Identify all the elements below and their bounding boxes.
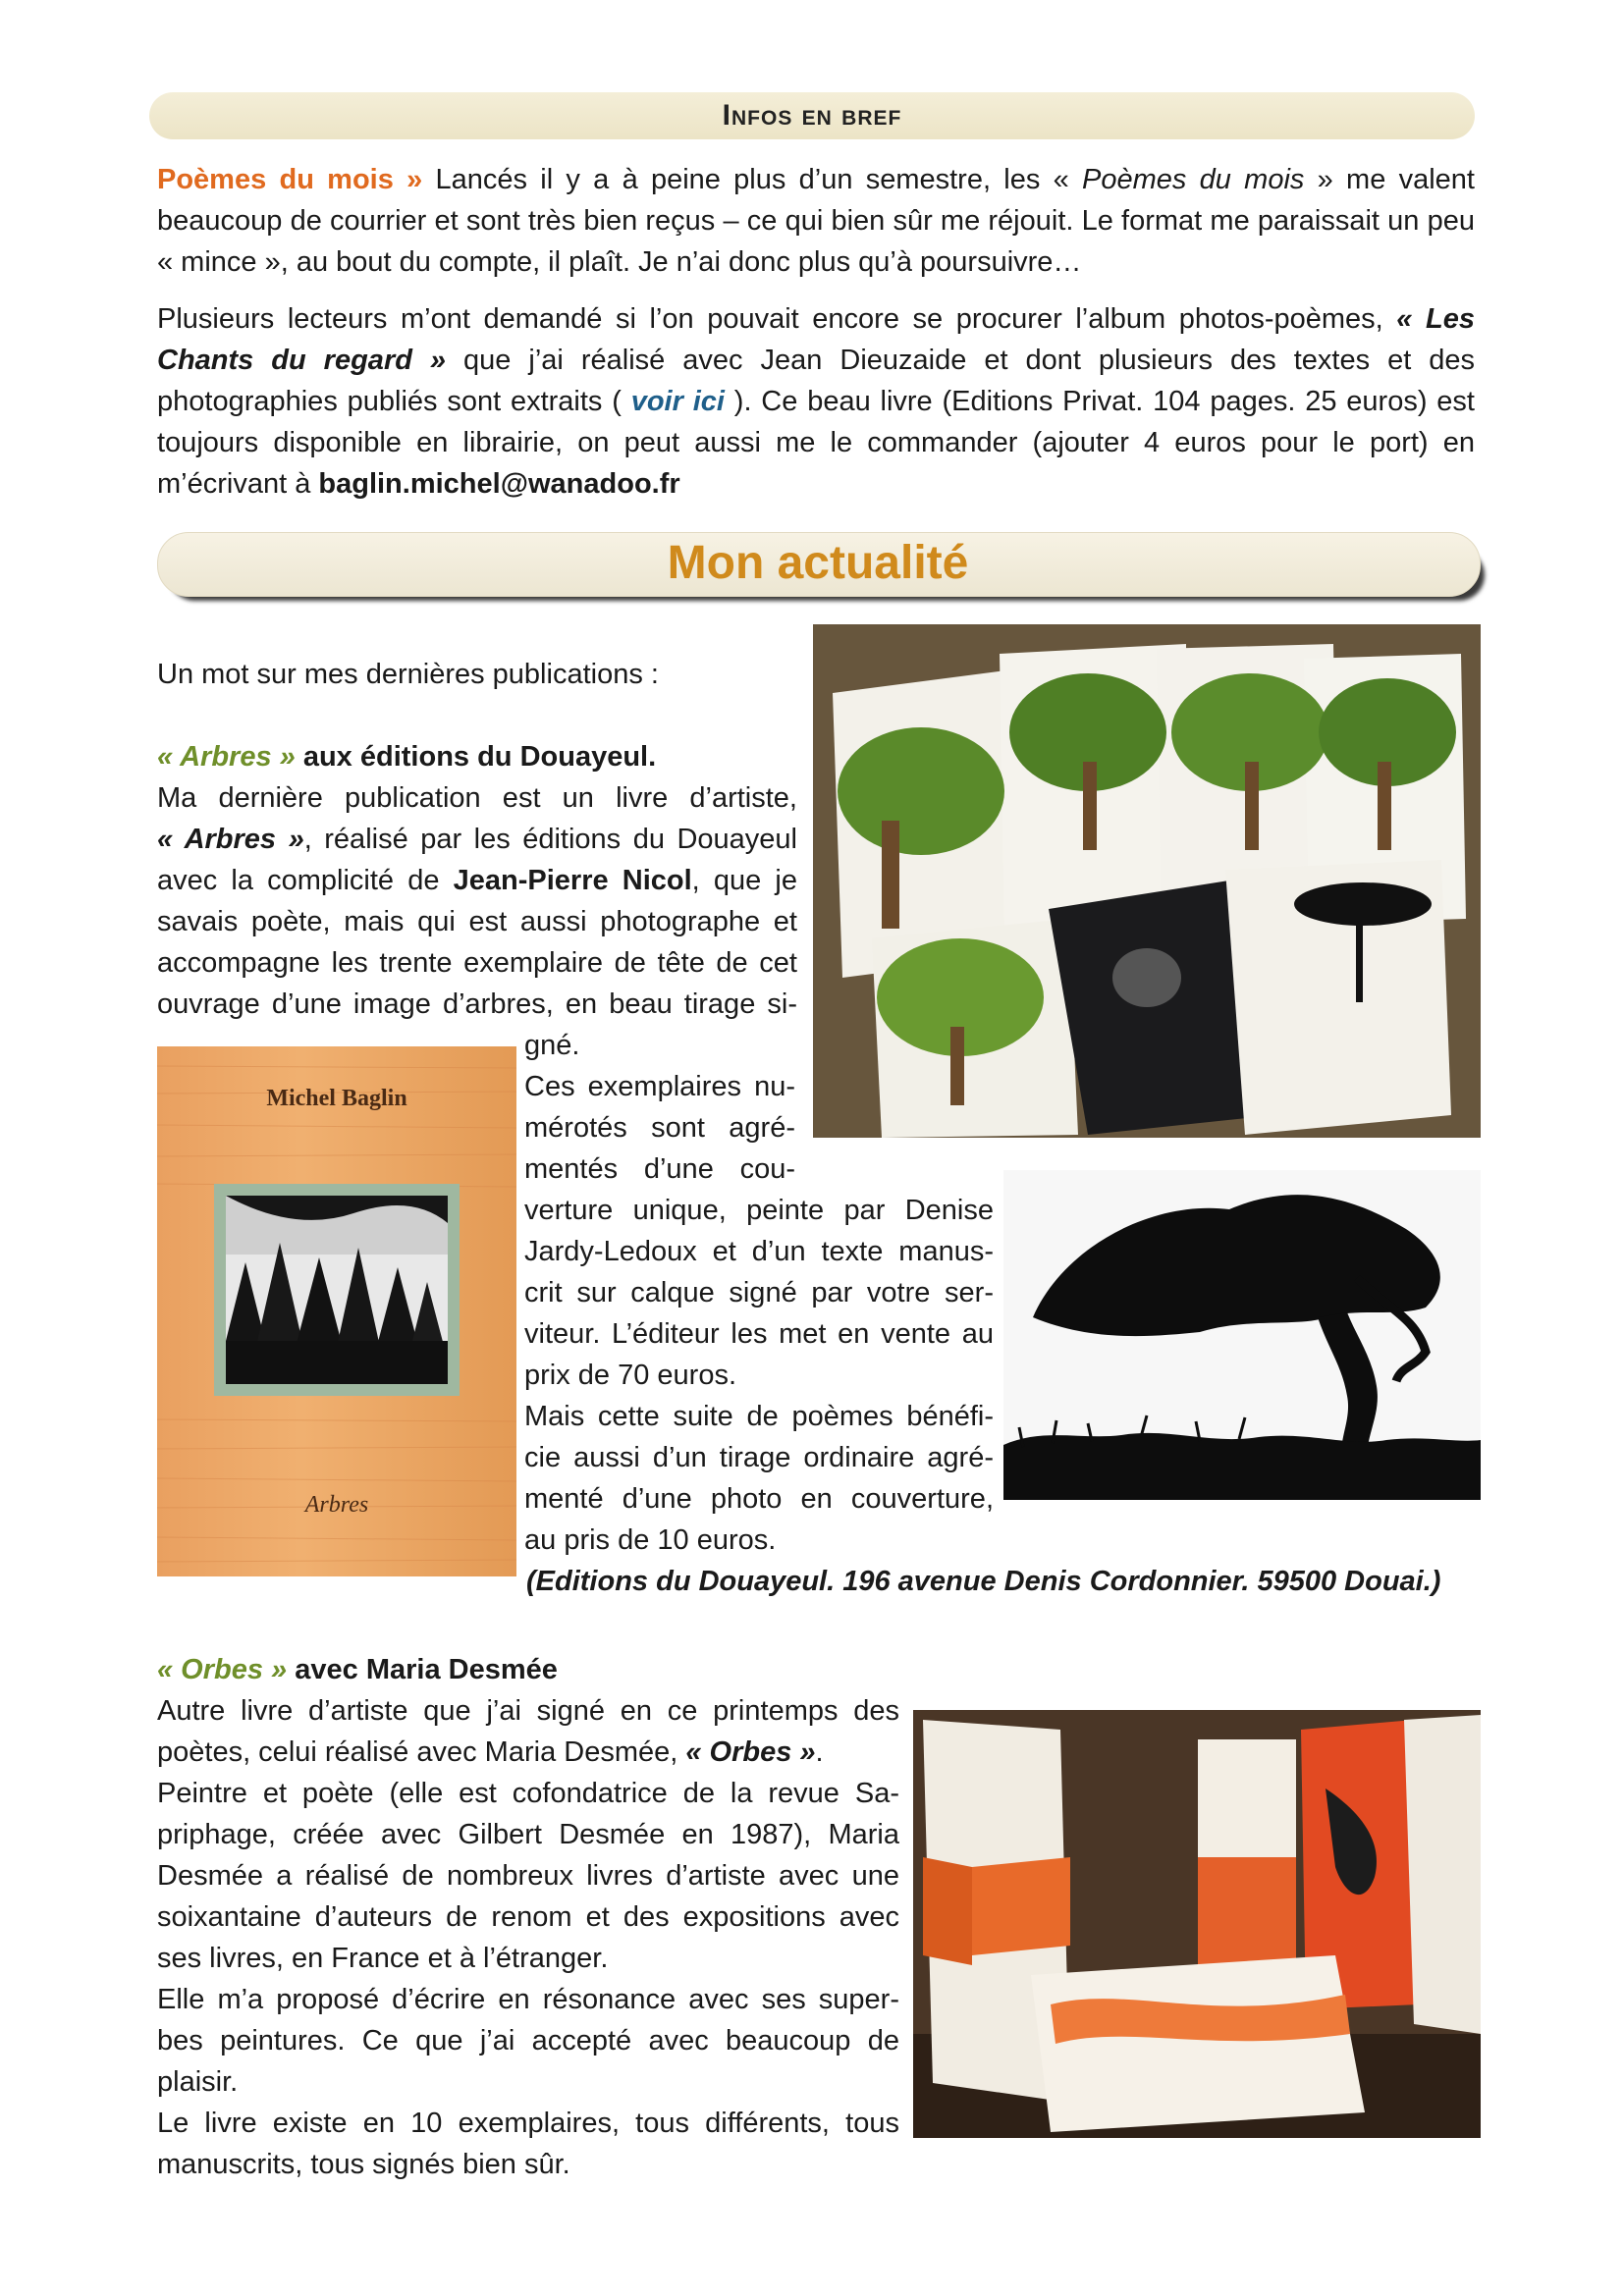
text-line: cie aussi d’un tirage ordinaire agré- <box>524 1442 994 1473</box>
text-line: mérotés sont agré- <box>524 1112 795 1144</box>
text-line: plaisir. <box>157 2066 239 2098</box>
book-title-chants: « Les Chants du regard » <box>157 303 1475 376</box>
paragraph-chants-du-regard: Plusieurs lecteurs m’ont demandé si l’on pouvait encore se procurer l’album photos-poèmes, « Les Chants du regard » que j’ai réalisé avec Jean Dieuzaide et dont plusieurs des textes et des photographies publiés sont extraits ( voir ici ). Ce beau livre (Editions Privat. 104 pages. 25 euros) est toujours disponible en librairie, on peut aussi me le commander (ajouter 4 euros pour le port) en m’écrivant à baglin.michel@wanadoo.fr <box>157 303 1475 500</box>
paragraph-poemes-du-mois: Poèmes du mois » Lancés il y a à peine plus d’un semestre, les « Poèmes du mois » me valent beaucoup de courrier et sont très bien reçus – ce qui bien sûr me réjouit. Le format me paraissait un peu « mince », au bout du compte, il plaît. Je n’ai donc plus qu’à poursuivre… <box>157 164 1475 278</box>
cover-title: Arbres <box>304 1492 369 1518</box>
email-link[interactable]: baglin.michel@wanadoo.fr <box>318 468 680 500</box>
poemes-du-mois-lead: Poèmes du mois » <box>157 164 423 195</box>
text-line: Ces exemplaires nu- <box>524 1071 795 1102</box>
text-line: poètes, celui réalisé avec Maria Desmée, « Orbes ». <box>157 1736 824 1768</box>
text-line: Elle m’a proposé d’écrire en résonance avec ses super- <box>157 1984 899 2015</box>
section-title-infos: Infos en bref <box>722 99 902 132</box>
text-line: Le livre existe en 10 exemplaires, tous différents, tous <box>157 2108 899 2139</box>
cover-author: Michel Baglin <box>266 1086 407 1111</box>
text-line: bes peintures. Ce que j’ai accepté avec beaucoup de <box>157 2025 899 2056</box>
voir-ici-link[interactable]: voir ici <box>630 386 725 417</box>
text-line: « Arbres », réalisé par les éditions du Douayeul <box>157 824 797 855</box>
text-line: Peintre et poète (elle est cofondatrice de la revue Sa- <box>157 1778 899 1809</box>
text-line: gné. <box>524 1030 580 1061</box>
text-line: menté d’une photo en couverture, <box>524 1483 994 1515</box>
text-line: viteur. L’éditeur les met en vente au <box>524 1318 994 1350</box>
text-line: priphage, créée avec Gilbert Desmée en 1987), Maria <box>157 1819 899 1850</box>
text-line: crit sur calque signé par votre ser- <box>524 1277 994 1308</box>
intro-text: Un mot sur mes dernières publications : <box>157 659 659 690</box>
arbres-address: (Editions du Douayeul. 196 avenue Denis Cordonnier. 59500 Douai.) <box>526 1566 1441 1597</box>
tree-silhouette-photo <box>1003 1170 1481 1500</box>
orbes-paragraph <box>157 1690 899 2185</box>
text-line: prix de 70 euros. <box>524 1360 737 1391</box>
text-line: avec la complicité de Jean-Pierre Nicol, que je <box>157 865 797 896</box>
tree-silhouette-illustration <box>1003 1170 1481 1500</box>
text-line: Mais cette suite de poèmes bénéfi- <box>524 1401 994 1432</box>
orbes-heading: « Orbes » avec Maria Desmée <box>157 1654 558 1685</box>
orbes-books-photo <box>913 1710 1481 2138</box>
text-line: ses livres, en France et à l’étranger. <box>157 1943 609 1974</box>
text-line: mentés d’une cou- <box>524 1153 795 1185</box>
arbres-cover <box>157 1046 516 1576</box>
section-title-actu: Mon actualité <box>667 537 969 589</box>
text-line: verture unique, peinte par Denise <box>524 1195 994 1226</box>
arbres-paragraph <box>157 777 797 1025</box>
text-line: soixantaine d’auteurs de renom et des expositions avec <box>157 1901 899 1933</box>
text-line: Desmée a réalisé de nombreux livres d’artiste avec une <box>157 1860 899 1892</box>
arbres-books-photo <box>813 624 1481 1138</box>
text-line: ouvrage d’une image d’arbres, en beau tirage si- <box>157 988 797 1020</box>
text-line: Jardy-Ledoux et d’un texte manus- <box>524 1236 994 1267</box>
text-line: manuscrits, tous signés bien sûr. <box>157 2149 570 2180</box>
arbres-books-illustration <box>813 624 1481 1138</box>
text-line: Ma dernière publication est un livre d’artiste, <box>157 782 797 814</box>
text-line: accompagne les trente exemplaire de tête de cet <box>157 947 797 979</box>
text-line: Autre livre d’artiste que j’ai signé en ce printemps des <box>157 1695 899 1727</box>
text-line: au pris de 10 euros. <box>524 1524 777 1556</box>
text-line: savais poète, mais qui est aussi photographe et <box>157 906 797 937</box>
orbes-books-illustration <box>913 1710 1481 2138</box>
arbres-heading: « Arbres » aux éditions du Douayeul. <box>157 741 657 773</box>
